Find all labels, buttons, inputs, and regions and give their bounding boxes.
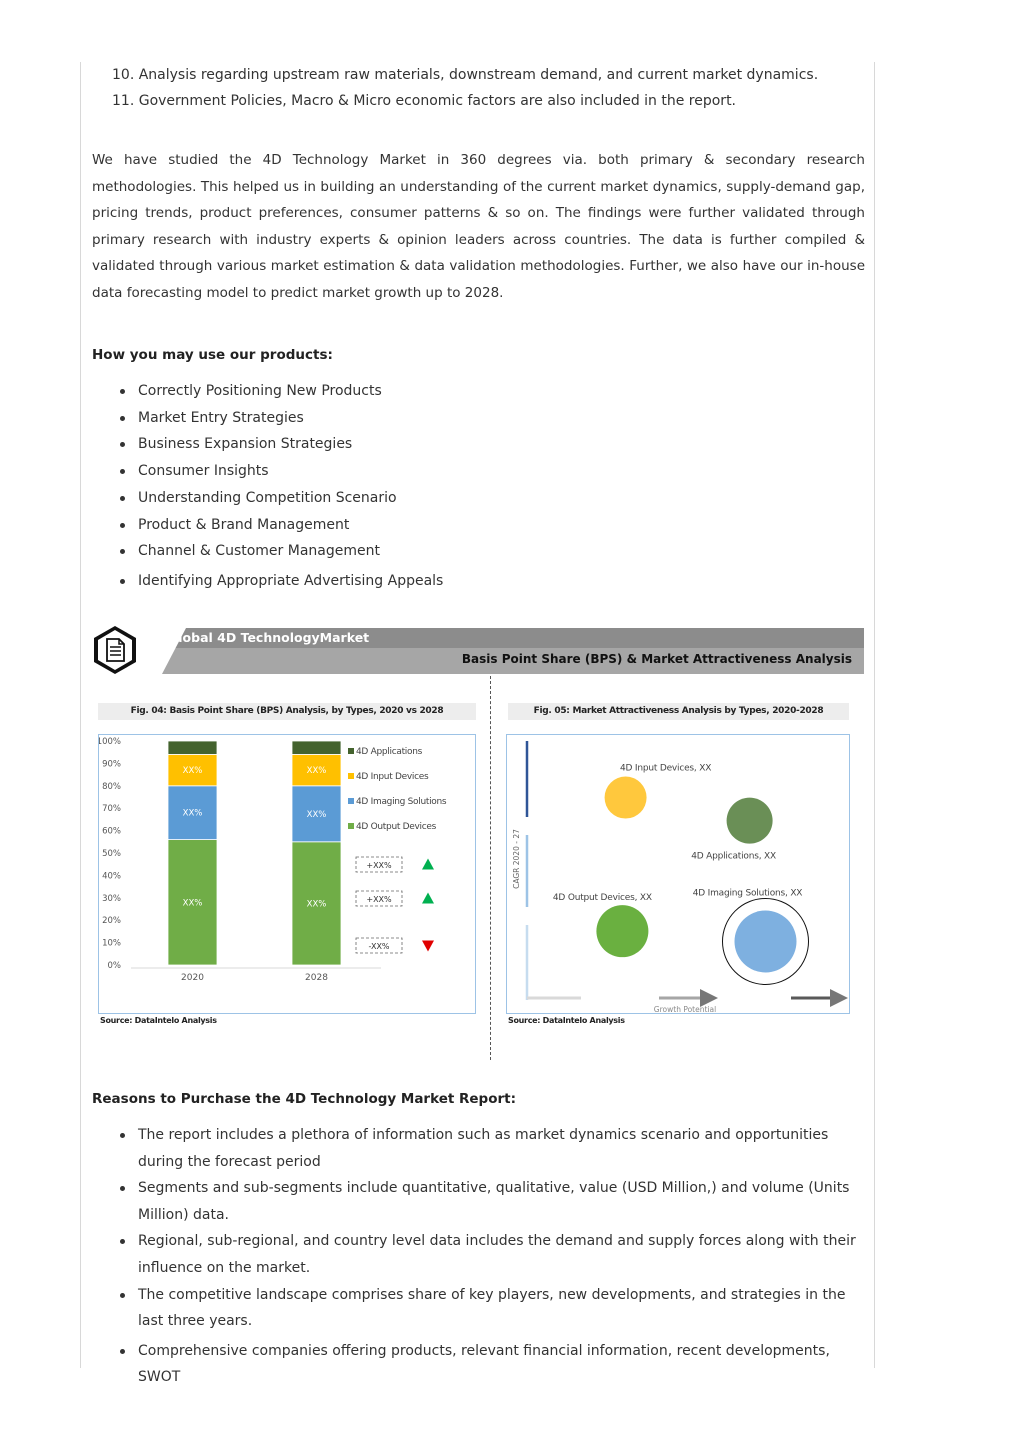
fig05-source: Source: DataIntelo Analysis xyxy=(508,1016,625,1025)
bar-data-label: XX% xyxy=(182,766,203,777)
up-arrow-icon xyxy=(422,859,434,870)
y-tick-label: 80% xyxy=(102,781,121,792)
page-border-right xyxy=(874,62,875,1368)
intro-paragraph: We have studied the 4D Technology Market in 360 degrees via. both primary & secondary research methodologies. This helped us in building an understanding of the current market dynamics, supply-demand gap, pricing trends, product preferences, consumer patterns & so on. The findings were further validated through primary research with industry experts & opinion leaders across countries. The data is further compiled & validated through various market estimation & data validation methodologies. Further, we also have our in-house data forecasting model to predict market growth up to 2028. xyxy=(92,152,865,301)
bar-data-label: XX% xyxy=(306,899,327,910)
y-tick-label: 0% xyxy=(107,961,121,971)
list-item: Comprehensive companies offering products, relevant financial information, recent developments, SWOT xyxy=(120,1338,860,1391)
use-list xyxy=(120,378,443,595)
list-item: Channel & Customer Management xyxy=(120,538,443,565)
bps-chart-svg xyxy=(99,735,475,1013)
list-item: Identifying Appropriate Advertising Appeals xyxy=(120,568,443,595)
bubble-point xyxy=(727,798,773,844)
bubble-point xyxy=(605,777,647,819)
numbered-list xyxy=(112,62,818,114)
x-axis-label: Growth Potential xyxy=(653,1005,717,1013)
fig04-title: Fig. 04: Basis Point Share (BPS) Analysis, by Types, 2020 vs 2028 xyxy=(98,703,476,720)
down-arrow-icon xyxy=(422,941,434,952)
banner-title: Global 4D TechnologyMarket xyxy=(168,630,370,645)
legend-label: 4D Output Devices xyxy=(356,822,437,832)
list-item: Understanding Competition Scenario xyxy=(120,485,443,512)
legend-swatch xyxy=(348,748,354,754)
bar-data-label: XX% xyxy=(306,766,327,777)
list-item: Segments and sub-segments include quantitative, qualitative, value (USD Million,) and volume (Units Million) data. xyxy=(120,1175,860,1228)
list-item: Correctly Positioning New Products xyxy=(120,378,443,405)
y-tick-label: 30% xyxy=(102,893,121,904)
bar-data-label: XX% xyxy=(306,809,327,820)
x-tick-label: 2020 xyxy=(181,973,204,983)
list-item: Product & Brand Management xyxy=(120,512,443,539)
list-item: 11. Government Policies, Macro & Micro economic factors are also included in the report. xyxy=(112,93,737,109)
legend-label: 4D Applications xyxy=(356,747,422,757)
y-tick-label: 40% xyxy=(102,871,121,882)
y-tick-label: 100% xyxy=(99,737,121,747)
bar-segment xyxy=(168,741,217,754)
legend-swatch xyxy=(348,823,354,829)
use-heading: How you may use our products: xyxy=(92,347,333,363)
legend-label: 4D Input Devices xyxy=(356,772,429,782)
reasons-list xyxy=(120,1122,860,1391)
y-tick-label: 10% xyxy=(102,938,121,949)
y-tick-label: 90% xyxy=(102,759,121,770)
figure-divider xyxy=(490,676,491,1060)
list-item: 10. Analysis regarding upstream raw materials, downstream demand, and current market dynamics. xyxy=(112,67,819,83)
list-item: Market Entry Strategies xyxy=(120,405,443,432)
list-item: Business Expansion Strategies xyxy=(120,431,443,458)
y-axis-label: CAGR 2020 - 27 xyxy=(512,829,521,889)
document-icon xyxy=(92,624,138,676)
legend-label: 4D Imaging Solutions xyxy=(356,797,447,807)
bar-segment xyxy=(292,741,341,754)
bubble-point xyxy=(596,905,648,957)
fig04-source: Source: DataIntelo Analysis xyxy=(100,1016,217,1025)
reasons-heading: Reasons to Purchase the 4D Technology Market Report: xyxy=(92,1091,517,1107)
bar-data-label: XX% xyxy=(182,808,203,819)
page-border-left xyxy=(80,62,81,1368)
y-tick-label: 20% xyxy=(102,916,121,927)
attractiveness-chart xyxy=(506,734,850,1014)
y-tick-label: 60% xyxy=(102,826,121,837)
y-tick-label: 70% xyxy=(102,804,121,815)
bubble-point xyxy=(735,910,797,972)
legend-swatch xyxy=(348,773,354,779)
bubble-label: 4D Imaging Solutions, XX xyxy=(692,888,803,899)
bar-data-label: XX% xyxy=(182,898,203,909)
banner-subtitle: Basis Point Share (BPS) & Market Attractiveness Analysis xyxy=(461,652,852,666)
list-item: Regional, sub-regional, and country level data includes the demand and supply forces along with their influence on the market. xyxy=(120,1228,860,1281)
change-label: -XX% xyxy=(368,942,390,951)
legend-swatch xyxy=(348,798,354,804)
fig05-title: Fig. 05: Market Attractiveness Analysis by Types, 2020-2028 xyxy=(508,703,849,720)
bubble-label: 4D Output Devices, XX xyxy=(552,893,652,904)
x-tick-label: 2028 xyxy=(305,973,328,983)
bubble-label: 4D Applications, XX xyxy=(691,851,776,862)
change-label: +XX% xyxy=(366,861,392,870)
section-banner xyxy=(92,624,864,676)
list-item: The competitive landscape comprises share of key players, new developments, and strategies in the last three years. xyxy=(120,1282,860,1335)
attractiveness-chart-svg xyxy=(507,735,849,1013)
up-arrow-icon xyxy=(422,893,434,904)
y-tick-label: 50% xyxy=(102,849,121,859)
list-item: Consumer Insights xyxy=(120,458,443,485)
list-item: The report includes a plethora of information such as market dynamics scenario and opportunities during the forecast period xyxy=(120,1122,860,1175)
bps-chart xyxy=(98,734,476,1014)
bubble-label: 4D Input Devices, XX xyxy=(619,763,712,774)
change-label: +XX% xyxy=(366,895,392,904)
